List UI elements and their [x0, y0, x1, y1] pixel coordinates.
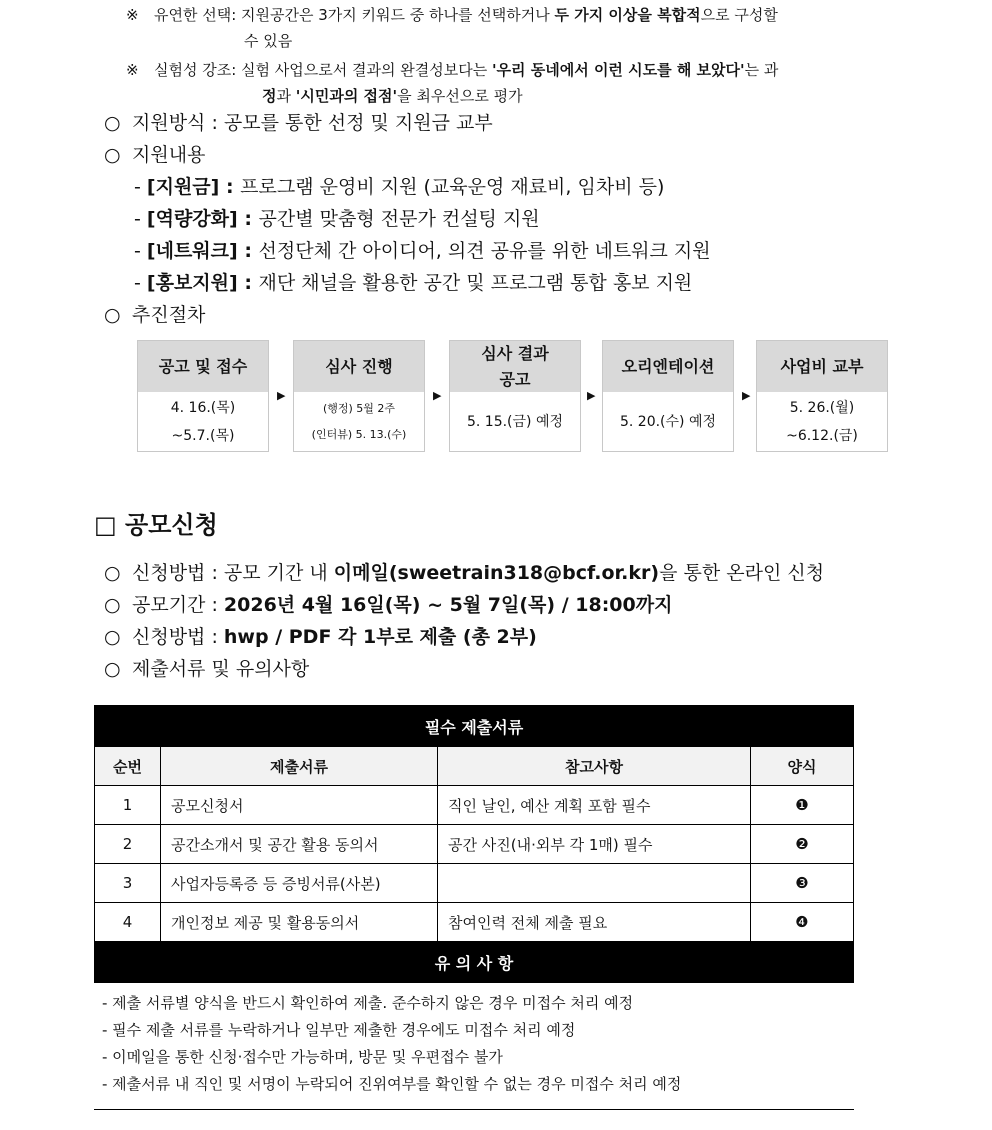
caution-list	[94, 990, 854, 1098]
form-number-icon: ❸	[751, 864, 854, 903]
step-box: 오리엔테이션 5. 20.(수) 예정	[602, 340, 734, 452]
table-header: 참고사항	[438, 747, 751, 786]
arrow-icon: ▶	[587, 389, 596, 402]
table-row: 3 사업자등록증 등 증빙서류(사본) ❸	[95, 864, 854, 903]
step-box: 심사 진행 (행정) 5월 2주 (인터뷰) 5. 13.(수)	[293, 340, 425, 452]
caution-title: 유 의 사 항	[95, 942, 854, 983]
bottom-divider	[94, 1109, 854, 1110]
caution-item: - 제출서류 내 직인 및 서명이 누락되어 진위여부를 확인할 수 없는 경우 미접수 처리 예정	[102, 1075, 682, 1093]
apply-docs: ○ 제출서류 및 유의사항	[104, 658, 310, 680]
caution-item: - 이메일을 통한 신청·접수만 가능하며, 방문 및 우편접수 불가	[102, 1048, 503, 1066]
step-box: 사업비 교부 5. 26.(월) ~6.12.(금)	[756, 340, 888, 452]
caution-item: - 필수 제출 서류를 누락하거나 일부만 제출한 경우에도 미접수 처리 예정	[102, 1021, 576, 1039]
note-experimental: ※ 실험성 강조: 실험 사업으로서 결과의 완결성보다는 '우리 동네에서 이런 시도를 해 보았다'는 과 정과 '시민과의 접점'을 최우선으로 평가	[126, 61, 779, 105]
table-header: 순번	[95, 747, 161, 786]
arrow-icon: ▶	[277, 389, 286, 402]
step-box: 공고 및 접수 4. 16.(목) ~5.7.(목)	[137, 340, 269, 452]
support-item: - [지원금] : 프로그램 운영비 지원 (교육운영 재료비, 임차비 등)	[134, 176, 665, 198]
apply-period: ○ 공모기간 : 2026년 4월 16일(목) ~ 5월 7일(목) / 18:00까지	[104, 594, 673, 616]
procedure-label: ○ 추진절차	[104, 304, 206, 326]
table-row: 1 공모신청서 직인 날인, 예산 계획 포함 필수 ❶	[95, 786, 854, 825]
table-row: 4 개인정보 제공 및 활용동의서 참여인력 전체 제출 필요 ❹	[95, 903, 854, 942]
note-flexible: ※ 유연한 선택: 지원공간은 3가지 키워드 중 하나를 선택하거나 두 가지 이상을 복합적으로 구성할 수 있음	[126, 6, 778, 50]
support-item: - [역량강화] : 공간별 맞춤형 전문가 컨설팅 지원	[134, 208, 540, 230]
table-header: 제출서류	[161, 747, 438, 786]
caution-item: - 제출 서류별 양식을 반드시 확인하여 제출. 준수하지 않은 경우 미접수 처리 예정	[102, 994, 634, 1012]
step-box: 심사 결과 공고 5. 15.(금) 예정	[449, 340, 581, 452]
form-number-icon: ❹	[751, 903, 854, 942]
form-number-icon: ❷	[751, 825, 854, 864]
section-title: □ 공모신청	[94, 511, 218, 539]
support-item: - [홍보지원] : 재단 채널을 활용한 공간 및 프로그램 통합 홍보 지원	[134, 272, 693, 294]
support-item: - [네트워크] : 선정단체 간 아이디어, 의견 공유를 위한 네트워크 지원	[134, 240, 711, 262]
support-method: ○ 지원방식 : 공모를 통한 선정 및 지원금 교부	[104, 112, 493, 134]
arrow-icon: ▶	[433, 389, 442, 402]
arrow-icon: ▶	[742, 389, 751, 402]
table-row: 2 공간소개서 및 공간 활용 동의서 공간 사진(내·외부 각 1매) 필수 ❷	[95, 825, 854, 864]
table-title: 필수 제출서류	[95, 706, 854, 747]
support-content-label: ○ 지원내용	[104, 144, 206, 166]
form-number-icon: ❶	[751, 786, 854, 825]
apply-method: ○ 신청방법 : 공모 기간 내 이메일(sweetrain318@bcf.or.kr)을 통한 온라인 신청	[104, 562, 825, 584]
required-docs-table	[94, 705, 854, 983]
table-header: 양식	[751, 747, 854, 786]
apply-format: ○ 신청방법 : hwp / PDF 각 1부로 제출 (총 2부)	[104, 626, 537, 648]
